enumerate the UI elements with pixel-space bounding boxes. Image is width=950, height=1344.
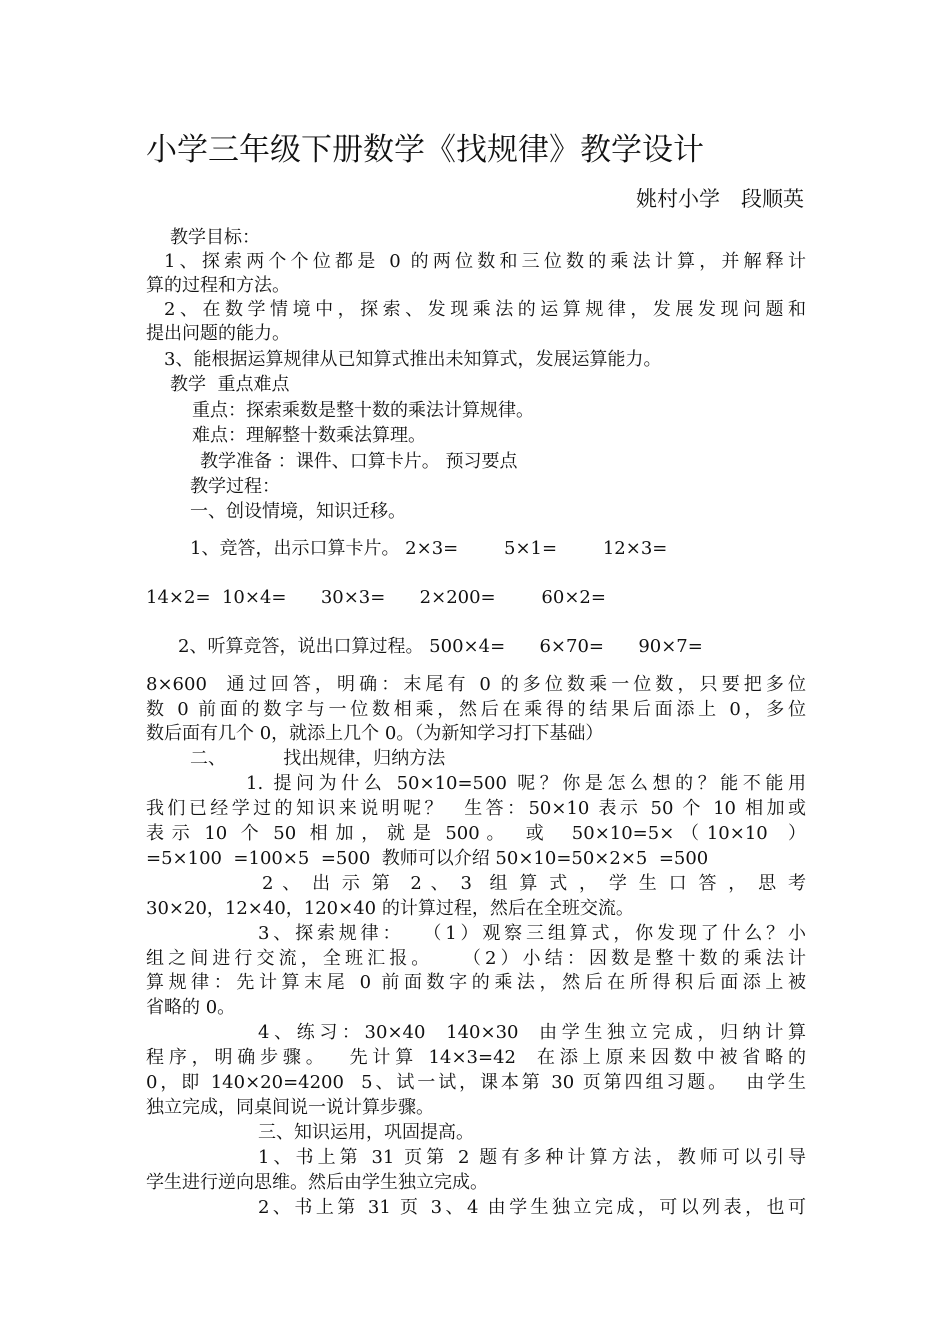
body-line: 30×20，12×40，120×40 的计算过程，然后在全班交流。 — [146, 898, 634, 919]
body-line: 8×600 通过回答，明确：末尾有 0 的多位数乘一位数，只要把多位 — [146, 674, 806, 695]
body-line: 2、在数学情境中，探索、发现乘法的运算规律，发展发现问题和 — [164, 299, 806, 320]
author-line: 姚村小学 段顺英 — [636, 187, 804, 211]
objectives-heading: 教学目标： — [170, 227, 260, 248]
document-title: 小学三年级下册数学《找规律》教学设计 — [146, 132, 704, 168]
key-points-heading: 教学 重点难点 — [170, 374, 290, 395]
body-line: 我们已经学过的知识来说明呢？ 生答：50×10 表示 50 个 10 相加或 — [146, 798, 806, 819]
body-line: =5×100 =100×5 =500 教师可以介绍 50×10=50×2×5 =500 — [146, 848, 709, 869]
body-line: 1、探索两个个位都是 0 的两位数和三位数的乘法计算，并解释计 — [164, 251, 806, 272]
section-heading: 一、创设情境，知识迁移。 — [190, 501, 406, 522]
body-line: 算的过程和方法。 — [146, 275, 290, 296]
body-line: 数 0 前面的数字与一位数相乘，然后在乘得的结果后面添上 0，多位 — [146, 699, 806, 720]
body-line: 独立完成，同桌间说一说计算步骤。 — [146, 1097, 434, 1118]
body-line: 算规律：先计算末尾 0 前面数字的乘法，然后在所得积后面添上被 — [146, 972, 806, 993]
body-line: 提出问题的能力。 — [146, 323, 290, 344]
body-line: 程序，明确步骤。 先计算 14×3=42 在添上原来因数中被省略的 — [146, 1047, 806, 1068]
body-line: 难点：理解整十数乘法算理。 — [192, 425, 426, 446]
body-line: 数后面有几个 0，就添上几个 0。（为新知学习打下基础） — [146, 723, 604, 744]
body-line: 组之间进行交流，全班汇报。 （2）小结：因数是整十数的乘法计 — [146, 948, 806, 969]
body-line: 4、练习：30×40 140×30 由学生独立完成，归纳计算 — [258, 1022, 806, 1043]
body-line: 省略的 0。 — [146, 997, 236, 1018]
body-line: 2、书上第 31 页 3、4 由学生独立完成，可以列表，也可 — [258, 1197, 806, 1218]
body-line: 1、竞答，出示口算卡片。 2×3= 5×1= 12×3= — [190, 538, 668, 559]
body-line: 2 、 出 示 第 2 、 3 组 算 式 ， 学 生 口 答 ， 思 考 — [262, 873, 806, 894]
body-line: 14×2= 10×4= 30×3= 2×200= 60×2= — [146, 587, 606, 608]
body-line: 0，即 140×20=4200 5、试一试，课本第 30 页第四组习题。 由学生 — [146, 1072, 806, 1093]
body-line: 学生进行逆向思维。然后由学生独立完成。 — [146, 1172, 488, 1193]
body-line: 2、听算竞答，说出口算过程。 500×4= 6×70= 90×7= — [178, 636, 703, 657]
body-line: 教学准备 ：课件、口算卡片。 预习要点 — [200, 451, 518, 472]
section-heading: 三、知识运用，巩固提高。 — [258, 1122, 474, 1143]
body-line: 3、能根据运算规律从已知算式推出未知算式，发展运算能力。 — [164, 349, 662, 370]
body-line: 1、书上第 31 页第 2 题有多种计算方法，教师可以引导 — [258, 1147, 806, 1168]
body-line: 3、探索规律： （1）观察三组算式，你发现了什么？小 — [258, 923, 806, 944]
section-heading: 二、 找出规律，归纳方法 — [190, 748, 446, 769]
body-line: 表 示 10 个 50 相 加 ， 就 是 500 。 或 50×10=5× （ 10×10 ） — [146, 823, 806, 844]
body-line: 1. 提问为什么 50×10=500 呢？你是怎么想的？能不能用 — [246, 773, 806, 794]
body-line: 重点：探索乘数是整十数的乘法计算规律。 — [192, 400, 534, 421]
process-heading: 教学过程： — [190, 476, 280, 497]
